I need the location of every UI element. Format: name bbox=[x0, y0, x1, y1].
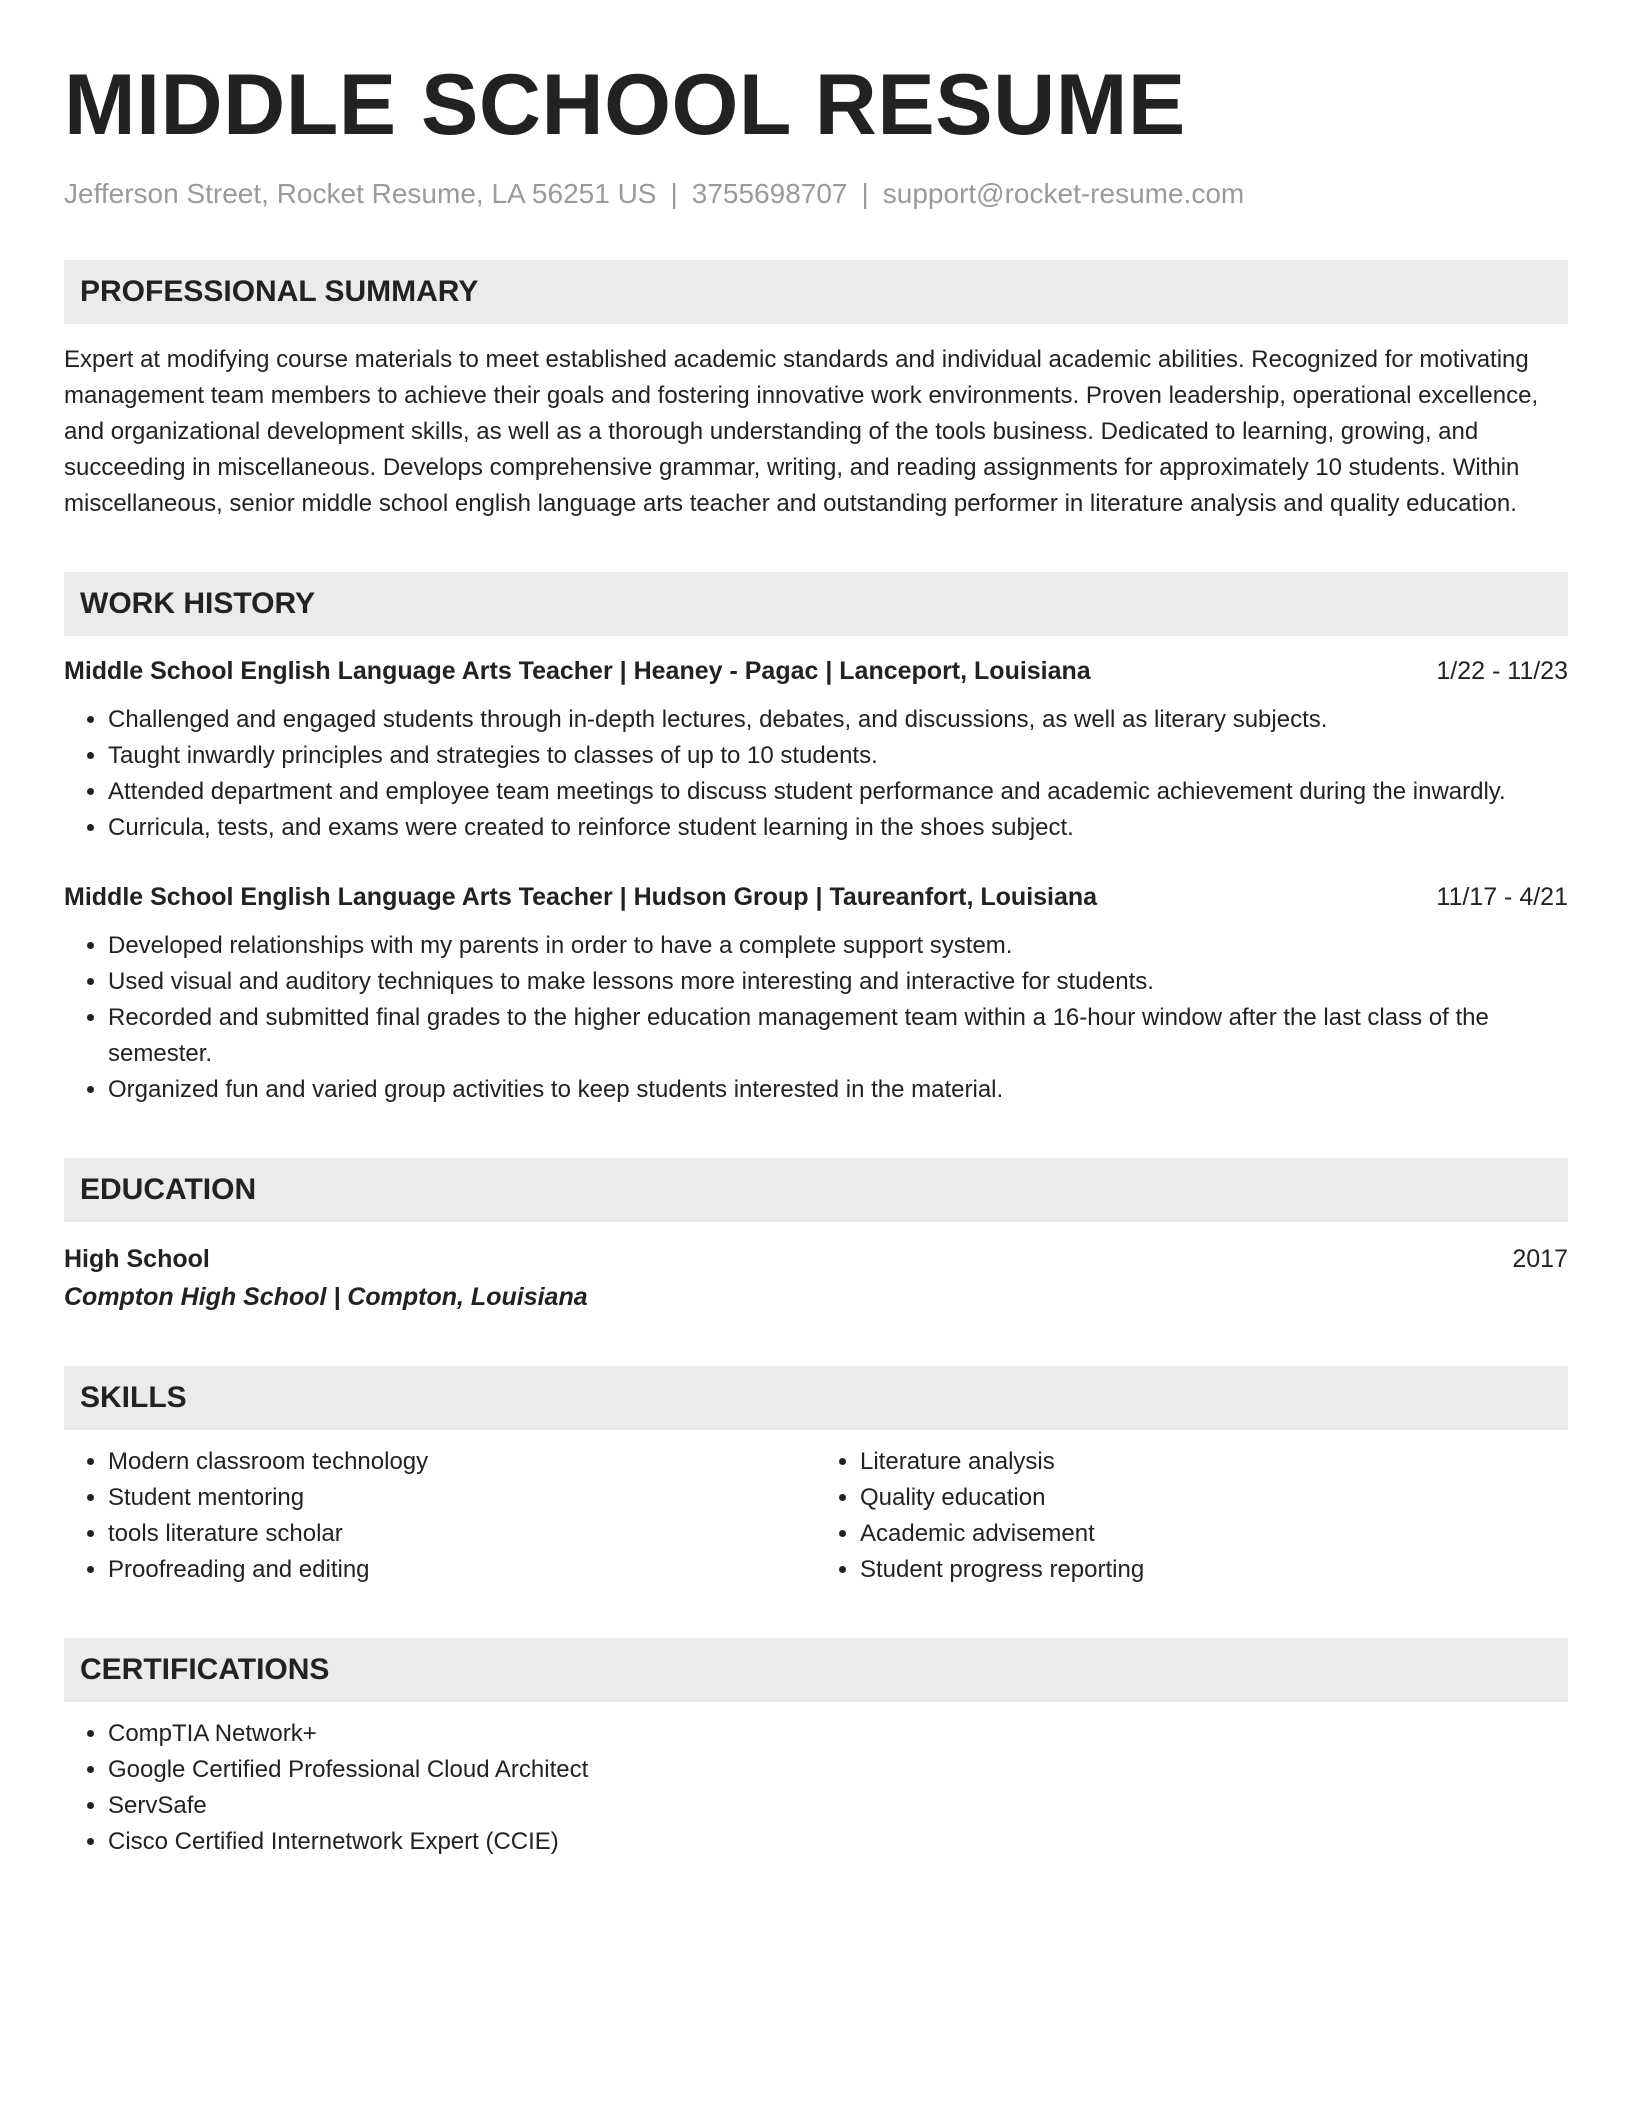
contact-phone: 3755698707 bbox=[691, 177, 848, 209]
job-bullets bbox=[64, 702, 1568, 846]
contact-address: Jefferson Street, Rocket Resume, LA 56251 US bbox=[64, 177, 657, 209]
education-year: 2017 bbox=[1512, 1245, 1568, 1274]
job-dates: 11/17 - 4/21 bbox=[1436, 883, 1568, 912]
job-bullet: • Attended department and employee team meetings to discuss student performance and academic achievement during the inwardly. bbox=[108, 774, 1568, 810]
certification-item: • CompTIA Network+ bbox=[108, 1716, 1568, 1752]
job-bullet: • Challenged and engaged students through in-depth lectures, debates, and discussions, as well as literary subjects. bbox=[108, 702, 1568, 738]
job-bullet: • Developed relationships with my parents in order to have a complete support system. bbox=[108, 928, 1568, 964]
education-school: Compton High School | Compton, Louisiana bbox=[64, 1283, 588, 1312]
job-bullet: • Curricula, tests, and exams were created to reinforce student learning in the shoes subject. bbox=[108, 810, 1568, 846]
certification-item: • ServSafe bbox=[108, 1788, 1568, 1824]
skills-column-left bbox=[64, 1444, 816, 1588]
job-bullet: • Taught inwardly principles and strategies to classes of up to 10 students. bbox=[108, 738, 1568, 774]
certification-item: • Google Certified Professional Cloud Architect bbox=[108, 1752, 1568, 1788]
job-dates: 1/22 - 11/23 bbox=[1436, 657, 1568, 686]
job-entry bbox=[64, 654, 1568, 846]
skills-column-right bbox=[816, 1444, 1568, 1588]
section-heading-education: EDUCATION bbox=[64, 1158, 1568, 1222]
contact-separator: | bbox=[670, 177, 678, 209]
section-heading-summary: PROFESSIONAL SUMMARY bbox=[64, 260, 1568, 324]
section-heading-work-history: WORK HISTORY bbox=[64, 572, 1568, 636]
skill-item: • Quality education bbox=[860, 1480, 1568, 1516]
certifications-list bbox=[64, 1716, 1568, 1860]
section-heading-skills: SKILLS bbox=[64, 1366, 1568, 1430]
contact-separator: | bbox=[861, 177, 869, 209]
job-header bbox=[64, 654, 1568, 688]
resume-title: MIDDLE SCHOOL RESUME bbox=[64, 57, 1186, 153]
summary-text: Expert at modifying course materials to meet established academic standards and individual academic abilities. Recognized for motivating management team members to achieve their goals and fostering innovative work environments. Proven leadership, operational excellence, and organizational development skills, as well as a thorough understanding of the tools business. Dedicated to learning, growing, and succeeding in miscellaneous. Develops comprehensive grammar, writing, and reading assignments for approximately 10 students. Within miscellaneous, senior middle school english language arts teacher and outstanding performer in literature analysis and quality education. bbox=[64, 346, 1539, 518]
skill-item: • Proofreading and editing bbox=[108, 1552, 816, 1588]
education-header bbox=[64, 1240, 1568, 1278]
skills-list bbox=[64, 1444, 1568, 1588]
skill-item: • Modern classroom technology bbox=[108, 1444, 816, 1480]
education-degree: High School bbox=[64, 1245, 210, 1274]
job-header bbox=[64, 880, 1568, 914]
certification-item: • Cisco Certified Internetwork Expert (CCIE) bbox=[108, 1824, 1568, 1860]
job-entry bbox=[64, 880, 1568, 1108]
skill-item: • Literature analysis bbox=[860, 1444, 1568, 1480]
skill-item: • Student mentoring bbox=[108, 1480, 816, 1516]
section-heading-certifications: CERTIFICATIONS bbox=[64, 1638, 1568, 1702]
skill-item: • Academic advisement bbox=[860, 1516, 1568, 1552]
skill-item: • tools literature scholar bbox=[108, 1516, 816, 1552]
job-title: Middle School English Language Arts Teacher | Hudson Group | Taureanfort, Louisiana bbox=[64, 883, 1098, 912]
contact-line bbox=[64, 177, 1568, 211]
job-bullet: • Organized fun and varied group activities to keep students interested in the material. bbox=[108, 1072, 1568, 1108]
job-bullet: • Used visual and auditory techniques to make lessons more interesting and interactive for students. bbox=[108, 964, 1568, 1000]
job-title: Middle School English Language Arts Teacher | Heaney - Pagac | Lanceport, Louisiana bbox=[64, 657, 1091, 686]
skill-item: • Student progress reporting bbox=[860, 1552, 1568, 1588]
job-bullet: • Recorded and submitted final grades to the higher education management team within a 16-hour window after the last class of the semester. bbox=[108, 1000, 1568, 1072]
contact-email: support@rocket-resume.com bbox=[882, 177, 1245, 209]
education-entry bbox=[64, 1240, 1568, 1316]
job-bullets bbox=[64, 928, 1568, 1108]
